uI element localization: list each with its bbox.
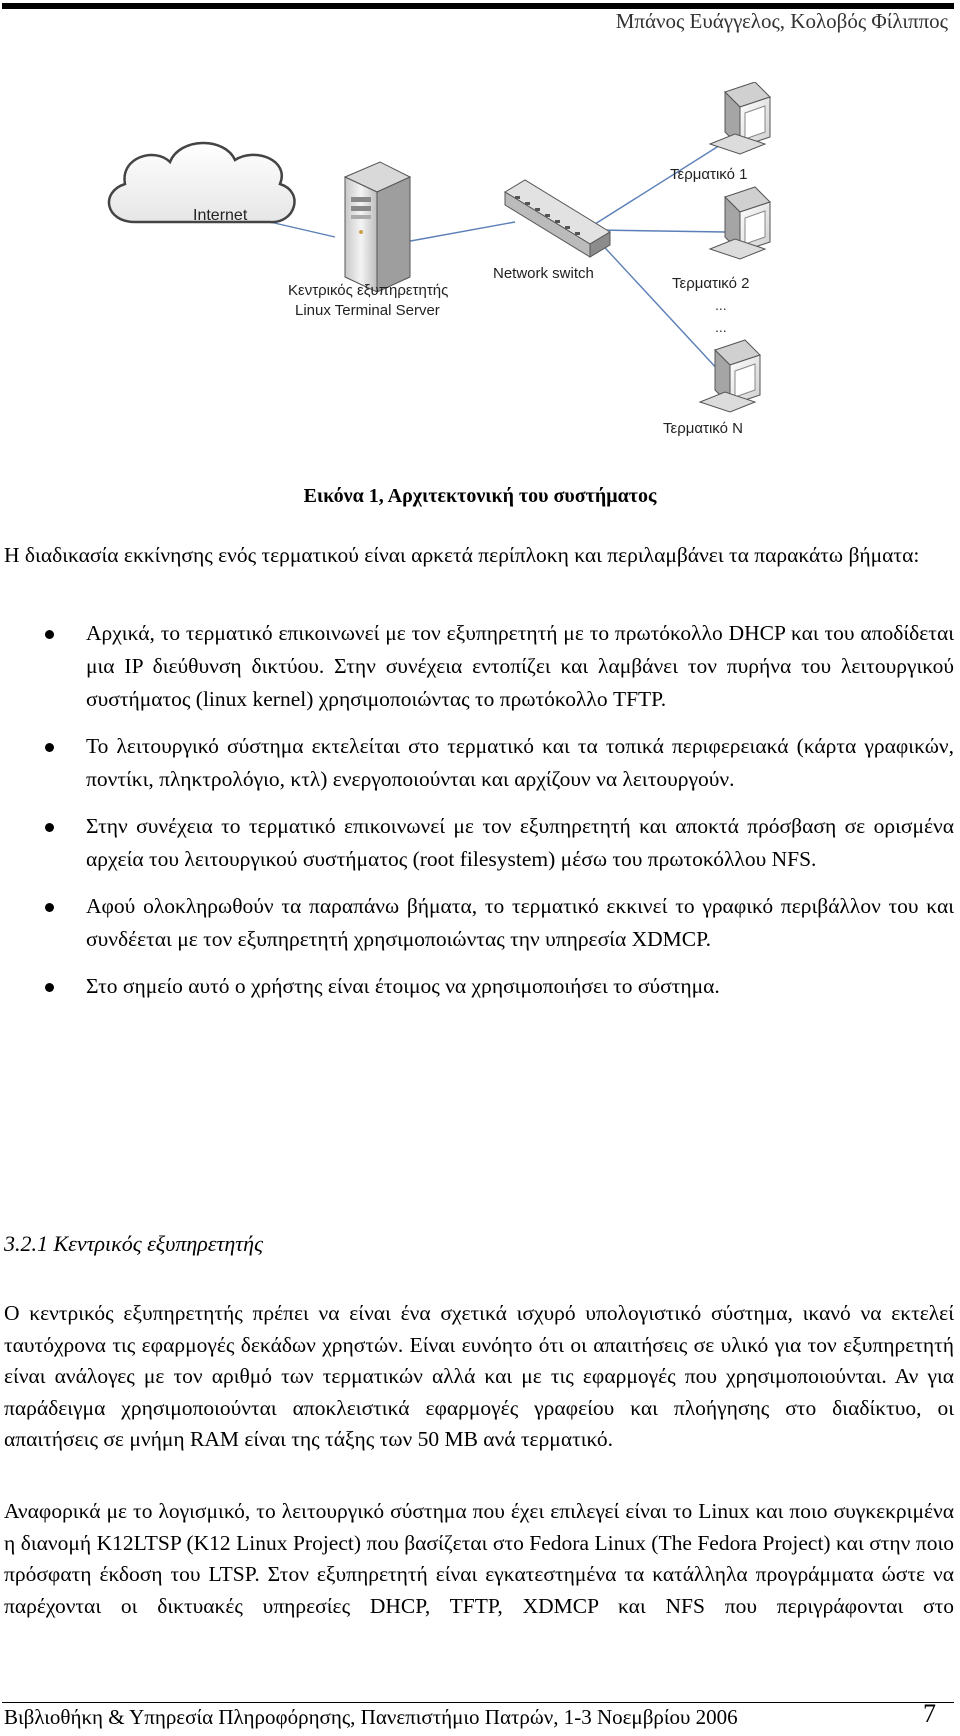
- architecture-diagram: [95, 82, 870, 487]
- list-item: Στο σημείο αυτό ο χρήστης είναι έτοιμος να χρησιμοποιήσει το σύστημα.: [0, 970, 954, 1003]
- page-number: 7: [923, 1699, 936, 1728]
- terminal-n-icon: [700, 340, 760, 412]
- network-links: [270, 142, 725, 372]
- intro-paragraph: Η διαδικασία εκκίνησης ενός τερματικού είναι αρκετά περίπλοκη και περιλαμβάνει τα παρακάτω βήματα:: [4, 543, 920, 567]
- bullet-icon: [45, 743, 54, 752]
- figure-caption: Εικόνα 1, Αρχιτεκτονική του συστήματος: [303, 485, 657, 507]
- bullet-icon: [45, 823, 54, 832]
- footer-rule: [2, 1702, 954, 1703]
- server-tower-icon: [345, 162, 410, 292]
- footer-text: Βιβλιοθήκη & Υπηρεσία Πληροφόρησης, Πανεπιστήμιο Πατρών, 1-3 Νοεμβρίου 2006: [4, 1705, 738, 1729]
- server-label-line1: Κεντρικός εξυπηρετητής: [288, 282, 449, 299]
- bullet-icon: [45, 983, 54, 992]
- switch-label: Network switch: [493, 265, 594, 282]
- software-paragraph: Αναφορικά με το λογισμικό, το λειτουργικό σύστημα που έχει επιλεγεί είναι το Linux και ποιο συγκεκριμένα η διανομή K12LTSP (K12 Linux Project) που βασίζεται στο Fedora Linux (The Fedora Project) και στην ποιο πρόσφατη έκδοση του LTSP. Στον εξυπηρετητή είναι εγκατεστημένα τα κατάλληλα προγράμματα ώστε να παρέχονται οι δικτυακές υπηρεσίες DHCP, TFTP, XDMCP και NFS που περιγράφονται στο: [4, 1499, 954, 1618]
- list-item: Αρχικά, το τερματικό επικοινωνεί με τον εξυπηρετητή με το πρωτόκολλο DHCP και του αποδίδεται μια IP διεύθυνση δικτύου. Στην συνέχεια εντοπίζει και λαμβάνει τον πυρήνα του λειτουργικού συστήματος (linux kernel) χρησιμοποιώντας το πρωτόκολλο TFTP.: [0, 617, 954, 716]
- list-item: Το λειτουργικό σύστημα εκτελείται στο τερματικό και τα τοπικά περιφερειακά (κάρτα γραφικών, ποντίκι, πληκτρολόγιο, κτλ) ενεργοποιούνται και αρχίζουν να λειτουργούν.: [0, 730, 954, 796]
- internet-label: Internet: [193, 207, 248, 224]
- bullet-icon: [45, 903, 54, 912]
- section-heading: 3.2.1 Κεντρικός εξυπηρετητής: [4, 1231, 263, 1256]
- boot-steps-list: [0, 617, 954, 1017]
- terminal-1-label: Τερματικό 1: [670, 166, 748, 183]
- server-label-line2: Linux Terminal Server: [295, 302, 440, 319]
- running-header: Μπάνος Ευάγγελος, Κολοβός Φίλιππος: [615, 9, 948, 33]
- terminal-n-label: Τερματικό N: [663, 420, 743, 437]
- bullet-icon: [45, 630, 54, 639]
- terminal-2-icon: [710, 187, 770, 259]
- list-item: Στην συνέχεια το τερματικό επικοινωνεί με τον εξυπηρετητή και αποκτά πρόσβαση σε ορισμένα αρχεία του λειτουργικού συστήματος (root filesystem) μέσω του πρωτοκόλλου NFS.: [0, 810, 954, 876]
- terminal-1-icon: [710, 82, 770, 154]
- ellipsis-2: ...: [715, 319, 727, 335]
- ellipsis-1: ...: [715, 297, 727, 313]
- terminal-2-label: Τερματικό 2: [672, 275, 750, 292]
- network-switch-icon: [505, 180, 610, 257]
- server-requirements-paragraph: Ο κεντρικός εξυπηρετητής πρέπει να είναι ένα σχετικά ισχυρό υπολογιστικό σύστημα, ικανό να εκτελεί ταυτόχρονα τις εφαρμογές δεκάδων χρηστών. Είναι ευνόητο ότι οι απαιτήσεις σε υλικό για τον εξυπηρετητή είναι ανάλογες με τον αριθμό των τερματικών αλλά και με τις εφαρμογές που χρησιμοποιούνται. Αν για παράδειγμα χρησιμοποιούνται αποκλειστικά εφαρμογές γραφείου και πλοήγησης στο διαδίκτυο, οι απαιτήσεις σε μνήμη RAM είναι της τάξης των 50 MB ανά τερματικό.: [4, 1301, 954, 1451]
- list-item: Αφού ολοκληρωθούν τα παραπάνω βήματα, το τερματικό εκκινεί το γραφικό περιβάλλον του και συνδέεται με τον εξυπηρετητή χρησιμοποιώντας την υπηρεσία XDMCP.: [0, 890, 954, 956]
